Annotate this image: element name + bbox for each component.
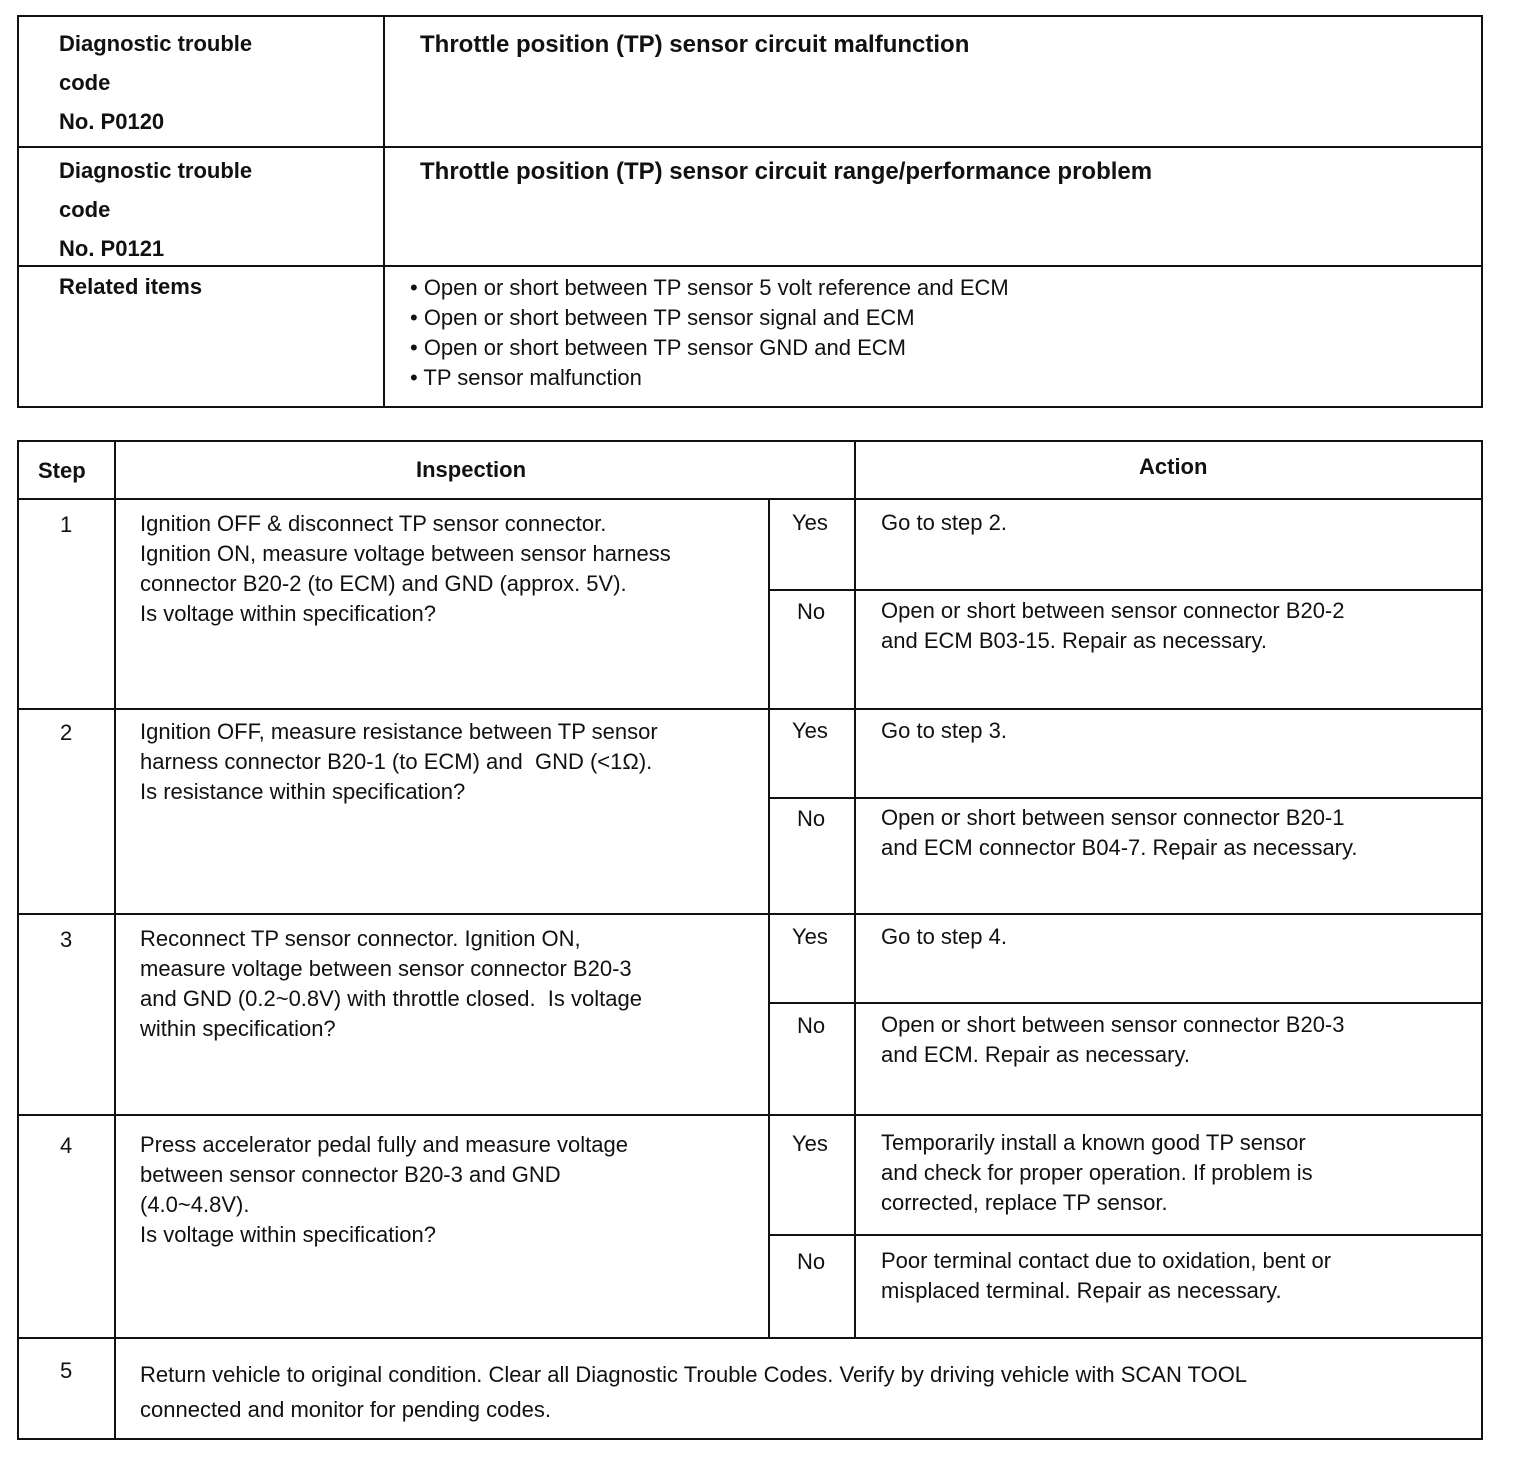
inspection-line: harness connector B20-1 (to ECM) and GND (<1Ω). (140, 749, 653, 774)
inspection-line: Reconnect TP sensor connector. Ignition ON, (140, 926, 581, 951)
step-number: 1 (60, 512, 73, 537)
step-header: Step (38, 458, 86, 483)
related-item: • Open or short between TP sensor GND and ECM (410, 335, 907, 360)
action-line: misplaced terminal. Repair as necessary. (881, 1278, 1282, 1303)
yes-no-divider (768, 1234, 1483, 1236)
final-step-line: Return vehicle to original condition. Clear all Diagnostic Trouble Codes. Verify by driving vehicle with SCAN TOOL (140, 1362, 1248, 1387)
dtc-p0120-label (59, 24, 252, 141)
dtc-label-line: Diagnostic trouble (59, 31, 253, 56)
action-line: and check for proper operation. If problem is (881, 1160, 1313, 1185)
yes-action: Go to step 4. (881, 924, 1007, 949)
dtc-p0121-label (59, 151, 252, 268)
inspection-line: Press accelerator pedal fully and measure voltage (140, 1132, 628, 1157)
inspection-line: (4.0~4.8V). (140, 1192, 250, 1217)
dtc-code-number: No. P0120 (59, 109, 165, 134)
no-action (881, 803, 1358, 863)
row-divider (17, 708, 1483, 710)
no-action (881, 1010, 1345, 1070)
inspection-line: within specification? (140, 1016, 336, 1041)
no-label: No (797, 1013, 826, 1038)
action-line: and ECM B03-15. Repair as necessary. (881, 628, 1267, 653)
step-column-divider (114, 440, 116, 1440)
header-row-divider (17, 498, 1483, 500)
row-divider (17, 913, 1483, 915)
yes-no-column-divider (768, 498, 770, 1337)
dtc-label-line: code (59, 197, 111, 222)
step-inspection (140, 924, 642, 1044)
inspection-line: and GND (0.2~0.8V) with throttle closed. Is voltage (140, 986, 642, 1011)
inspection-line: Ignition ON, measure voltage between sensor harness (140, 541, 671, 566)
step-inspection (140, 509, 671, 629)
dtc-label-line: code (59, 70, 111, 95)
dtc-code-number: No. P0121 (59, 236, 165, 261)
inspection-header: Inspection (416, 457, 527, 482)
final-step-line: connected and monitor for pending codes. (140, 1397, 551, 1422)
yes-label: Yes (792, 924, 828, 949)
step-number: 4 (60, 1133, 73, 1158)
yes-no-divider (768, 797, 1483, 799)
step-number: 5 (60, 1358, 73, 1383)
inspection-line: Is resistance within specification? (140, 779, 466, 804)
step-inspection (140, 717, 658, 807)
step-number: 3 (60, 927, 73, 952)
dtc-column-divider (383, 15, 385, 408)
related-item: • Open or short between TP sensor signal and ECM (410, 305, 915, 330)
yes-label: Yes (792, 510, 828, 535)
action-line: Open or short between sensor connector B20-1 (881, 805, 1345, 830)
yes-no-divider (768, 1002, 1483, 1004)
no-label: No (797, 599, 826, 624)
no-action (881, 1246, 1331, 1306)
action-line: and ECM. Repair as necessary. (881, 1042, 1190, 1067)
dtc-p0121-title: Throttle position (TP) sensor circuit range/performance problem (420, 158, 1153, 185)
related-items-label: Related items (59, 274, 203, 299)
action-header: Action (1139, 454, 1208, 479)
action-line: Temporarily install a known good TP sensor (881, 1130, 1306, 1155)
related-item: • TP sensor malfunction (410, 365, 642, 390)
action-line: corrected, replace TP sensor. (881, 1190, 1168, 1215)
inspection-line: measure voltage between sensor connector B20-3 (140, 956, 632, 981)
inspection-line: between sensor connector B20-3 and GND (140, 1162, 561, 1187)
related-items-list (410, 273, 1009, 393)
inspection-line: Is voltage within specification? (140, 1222, 436, 1247)
action-line: Open or short between sensor connector B20-3 (881, 1012, 1345, 1037)
inspection-column-divider (854, 440, 856, 1337)
row-divider (17, 1114, 1483, 1116)
yes-action: Go to step 2. (881, 510, 1007, 535)
yes-action: Go to step 3. (881, 718, 1007, 743)
yes-no-divider (768, 589, 1483, 591)
yes-label: Yes (792, 718, 828, 743)
dtc-label-line: Diagnostic trouble (59, 158, 253, 183)
dtc-p0120-title: Throttle position (TP) sensor circuit malfunction (420, 31, 970, 58)
no-action (881, 596, 1345, 656)
related-item: • Open or short between TP sensor 5 volt reference and ECM (410, 275, 1009, 300)
step-number: 2 (60, 720, 73, 745)
action-line: Poor terminal contact due to oxidation, bent or (881, 1248, 1332, 1273)
row-divider (17, 1337, 1483, 1339)
no-label: No (797, 1249, 826, 1274)
dtc-row-divider (17, 146, 1483, 148)
inspection-line: Ignition OFF & disconnect TP sensor connector. (140, 511, 607, 536)
action-line: and ECM connector B04-7. Repair as necessary. (881, 835, 1358, 860)
action-line: Open or short between sensor connector B20-2 (881, 598, 1345, 623)
final-step-text (140, 1355, 1247, 1425)
yes-label: Yes (792, 1131, 828, 1156)
inspection-line: connector B20-2 (to ECM) and GND (approx. 5V). (140, 571, 627, 596)
inspection-line: Ignition OFF, measure resistance between TP sensor (140, 719, 658, 744)
inspection-line: Is voltage within specification? (140, 601, 436, 626)
step-inspection (140, 1130, 628, 1250)
no-label: No (797, 806, 826, 831)
yes-action (881, 1128, 1313, 1218)
